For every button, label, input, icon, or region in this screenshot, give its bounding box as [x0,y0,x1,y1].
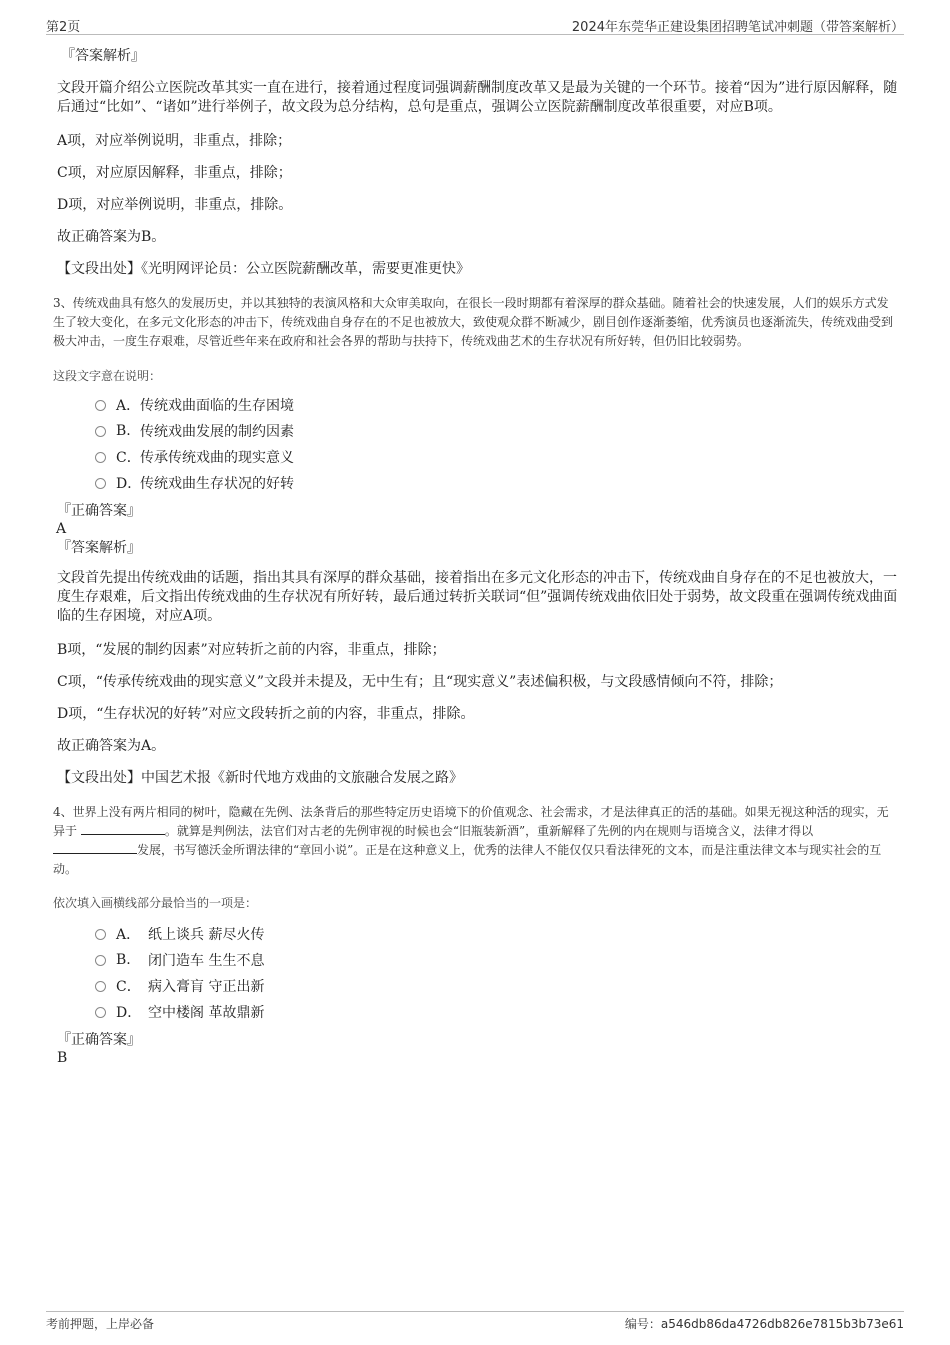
q3-d-note: D项，“生存状况的好转”对应文段转折之前的内容，非重点，排除。 [57,706,475,722]
q4-option-c[interactable]: C． 病入膏肓 守正出新 [95,973,900,999]
radio-icon[interactable] [95,478,106,489]
q4-answer: B [57,1050,68,1066]
q3-answer: A [56,521,67,537]
page-header [46,14,904,35]
q4-option-b[interactable]: B. 闭门造车 生生不息 [95,947,900,973]
q2-c-note: C项，对应原因解释，非重点，排除； [57,165,292,181]
radio-icon[interactable] [95,426,106,437]
q4-options [95,921,900,1025]
q3-options [95,392,900,496]
q3-option-d[interactable]: D． 传统戏曲生存状况的好转 [95,470,900,496]
q4-option-a[interactable]: A． 纸上谈兵 薪尽火传 [95,921,900,947]
footer-slogan: 考前押题，上岸必备 [46,1317,155,1331]
q3-analysis-label: 『答案解析』 [57,540,141,556]
radio-icon[interactable] [95,400,106,411]
q3-c-note: C项，“传承传统戏曲的现实意义”文段并未提及，无中生有；且“现实意义”表述偏积极，与文段感情倾向不符，排除； [57,674,783,690]
q2-analysis-label: 『答案解析』 [61,48,145,64]
q2-a-note: A项，对应举例说明，非重点，排除； [57,133,292,149]
q3-analysis: 文段首先提出传统戏曲的话题，指出其具有深厚的群众基础，接着指出在多元文化形态的冲击下，传统戏曲自身存在的不足也被放大，一度生存艰难，后文指出传统戏曲的生存状况有所好转，最后通过转折关联词“但”强调传统戏曲依旧处于弱势，故文段重在强调传统戏曲面临的生存困境，对应A项。 [57,570,898,624]
page-footer [46,1311,904,1334]
radio-icon[interactable] [95,955,106,966]
q3-prompt: 这段文字意在说明： [53,369,162,383]
q3-option-b[interactable]: B. 传统戏曲发展的制约因素 [95,418,900,444]
radio-icon[interactable] [95,981,106,992]
q2-conclusion: 故正确答案为B。 [57,229,166,245]
q3-b-note: B项，“发展的制约因素”对应转折之前的内容，非重点，排除； [57,642,446,658]
q4-answer-label: 『正确答案』 [57,1032,141,1048]
q2-d-note: D项，对应举例说明，非重点，排除。 [57,197,293,213]
q4-question-text: 4、世界上没有两片相同的树叶，隐藏在先例、法条背后的那些特定历史语境下的价值观念、社会需求，才是法律真正的活的基础。如果无视这种活的现实，无异于 。就算是判例法，法官们对古老的先例审视的时候也会“旧瓶装新酒”，重新解释了先例的内在规则与语境含义，法律才得以 发展，书写德沃金所谓法律的“章回小说”。正是在这种意义上，优秀的法律人不能仅仅只看法律死的文本，而是注重法律文本与现实社会的互动。 [53,805,889,876]
radio-icon[interactable] [95,452,106,463]
q3-option-a[interactable]: A． 传统戏曲面临的生存困境 [95,392,900,418]
q3-conclusion: 故正确答案为A。 [57,738,166,754]
document-id: 编号：a546db86da4726db826e7815b3b73e61 [624,1317,904,1331]
page-number: 第2页 [46,20,81,35]
q2-analysis: 文段开篇介绍公立医院改革其实一直在进行，接着通过程度词强调薪酬制度改革又是最为关键的一个环节。接着“因为”进行原因解释，随后通过“比如”、“诸如”进行举例子，故文段为总分结构，总句是重点，强调公立医院薪酬制度改革很重要，对应B项。 [57,80,898,115]
q3-source: 【文段出处】中国艺术报《新时代地方戏曲的文旅融合发展之路》 [57,770,463,786]
q3-answer-label: 『正确答案』 [57,503,141,519]
q3-option-c[interactable]: C． 传承传统戏曲的现实意义 [95,444,900,470]
blank-line-1 [81,822,165,835]
radio-icon[interactable] [95,1007,106,1018]
q4-option-d[interactable]: D． 空中楼阁 革故鼎新 [95,999,900,1025]
blank-line-2 [53,841,137,854]
page-content [53,44,900,1067]
document-title: 2024年东莞华正建设集团招聘笔试冲刺题（带答案解析） [571,20,904,35]
q4-prompt: 依次填入画横线部分最恰当的一项是： [53,896,258,910]
q3-question-text: 3、传统戏曲具有悠久的发展历史，并以其独特的表演风格和大众审美取向，在很长一段时期都有着深厚的群众基础。随着社会的快速发展，人们的娱乐方式发生了较大变化，在多元文化形态的冲击下，传统戏曲自身存在的不足也被放大，致使观众群不断减少，剧目创作逐渐萎缩，优秀演员也逐渐流失，传统戏曲受到极大冲击，一度生存艰难，尽管近些年来在政府和社会各界的帮助与扶持下，传统戏曲艺术的生存状况有所好转，但仍旧比较弱势。 [53,296,894,348]
radio-icon[interactable] [95,929,106,940]
q2-source: 【文段出处】《光明网评论员：公立医院薪酬改革，需要更准更快》 [57,261,470,277]
